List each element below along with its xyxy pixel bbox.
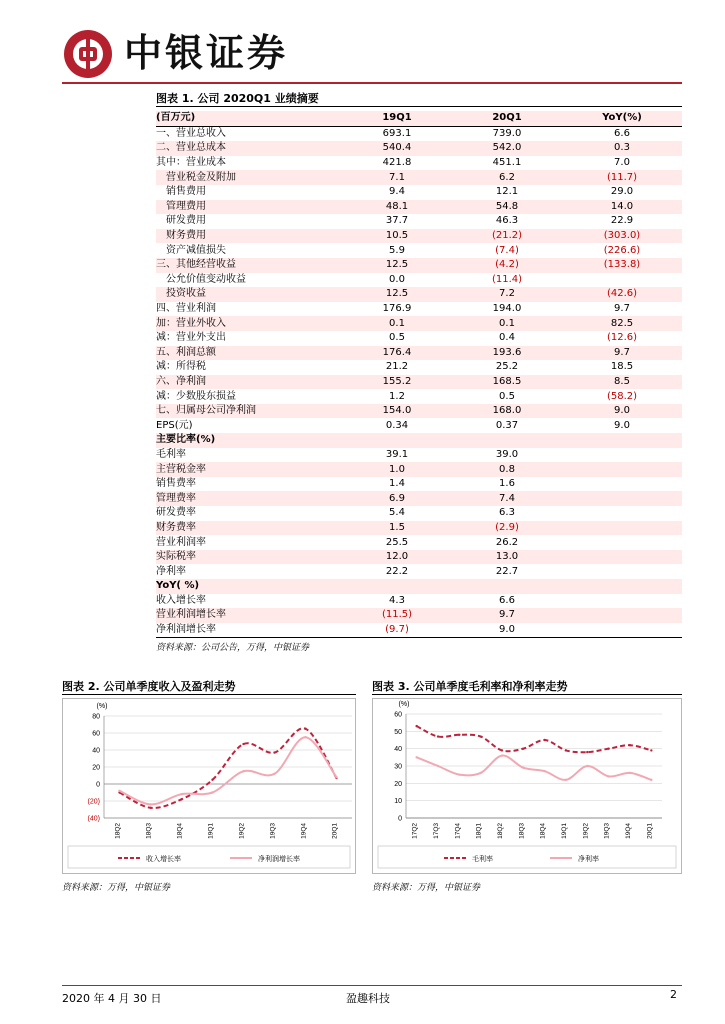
row-label: 六、净利润 xyxy=(156,375,342,390)
table-cell: 39.0 xyxy=(495,448,519,460)
x-tick-label: 19Q3 xyxy=(603,823,611,839)
table-cell: 1.2 xyxy=(389,390,405,402)
table-cell: (42.6) xyxy=(562,287,682,302)
table-cell: 7.1 xyxy=(342,170,452,185)
table-cell xyxy=(452,433,562,448)
table-row xyxy=(156,258,682,273)
row-label: 收入增长率 xyxy=(156,594,206,606)
data-point xyxy=(242,770,244,772)
table-cell: 5.4 xyxy=(389,507,405,519)
table-cell: 14.0 xyxy=(562,200,682,215)
table-row xyxy=(156,608,682,623)
table-cell xyxy=(562,491,682,506)
row-label: 公允价值变动收益 xyxy=(156,273,246,285)
table-cell: 6.3 xyxy=(499,507,515,519)
table-cell: 10.5 xyxy=(342,229,452,244)
table-row xyxy=(156,506,682,521)
table-cell: 46.3 xyxy=(495,215,519,227)
table-cell: (226.6) xyxy=(603,244,641,256)
data-point xyxy=(304,728,306,730)
row-label: EPS(元) xyxy=(156,419,193,431)
footer-company: 盈趣科技 xyxy=(346,992,390,1005)
x-tick-label: 19Q1 xyxy=(561,823,568,839)
data-point xyxy=(650,749,652,751)
table-cell: 48.1 xyxy=(342,200,452,215)
table-cell: 1.5 xyxy=(342,521,452,536)
table-cell: 0.5 xyxy=(389,332,405,344)
row-label: 减：所得税 xyxy=(156,361,206,373)
table-row xyxy=(156,346,682,361)
revenue-profit-growth-chart xyxy=(62,698,356,874)
row-label: 销售费率 xyxy=(156,478,196,490)
x-tick-label: 17Q2 xyxy=(411,823,419,839)
row-label: 减：营业外支出 xyxy=(156,332,226,344)
table-cell: 82.5 xyxy=(562,316,682,331)
data-point xyxy=(565,779,567,781)
table-cell: (11.4) xyxy=(491,273,523,285)
x-tick-label: 20Q1 xyxy=(331,823,339,839)
table-cell xyxy=(452,579,562,594)
row-label: 管理费率 xyxy=(156,491,342,506)
page-number: 2 xyxy=(670,988,677,1001)
table-cell xyxy=(562,477,682,492)
row-label: 财务费用 xyxy=(156,229,342,244)
table-cell: 9.7 xyxy=(452,608,562,623)
row-label: 投资收益 xyxy=(156,287,342,302)
data-point xyxy=(242,743,244,745)
table-cell: 9.0 xyxy=(562,404,682,419)
table-row xyxy=(156,316,682,331)
row-label: 二、营业总成本 xyxy=(156,141,342,156)
table-cell xyxy=(562,433,682,448)
data-point xyxy=(304,736,306,738)
x-tick-label: 19Q4 xyxy=(300,823,308,839)
series-line-2 xyxy=(417,756,652,780)
table-cell: 12.0 xyxy=(342,550,452,565)
table-cell xyxy=(562,550,682,565)
earnings-summary-table xyxy=(156,111,682,638)
table-cell: 0.37 xyxy=(495,419,519,431)
table-cell: 1.4 xyxy=(389,478,405,490)
chart3-title-rule xyxy=(372,694,682,695)
table-cell: 6.2 xyxy=(452,170,562,185)
table-cell xyxy=(562,506,682,521)
table-row xyxy=(156,535,682,550)
data-point xyxy=(607,775,609,777)
table-cell: 7.0 xyxy=(614,157,630,169)
chart3-title: 图表 3. 公司单季度毛利率和净利率走势 xyxy=(372,680,568,693)
data-point xyxy=(211,779,213,781)
table-header-row xyxy=(156,111,682,126)
table-cell: 22.7 xyxy=(495,565,519,577)
table-cell: 154.0 xyxy=(342,404,452,419)
data-point xyxy=(180,793,182,795)
table-cell xyxy=(562,521,682,536)
x-tick-label: 19Q4 xyxy=(625,823,632,839)
footer-rule xyxy=(62,985,682,986)
row-label: (百万元) xyxy=(156,111,342,126)
chart3-source: 资料来源：万得，中银证券 xyxy=(372,883,481,893)
y-tick-label: 20 xyxy=(92,764,100,772)
x-tick-label: 17Q4 xyxy=(454,823,462,839)
legend-box xyxy=(68,846,350,868)
x-tick-label: 19Q2 xyxy=(238,823,246,839)
table-cell: 0.5 xyxy=(499,390,515,402)
data-point xyxy=(501,749,503,751)
table-cell: 176.4 xyxy=(342,346,452,361)
table-cell: (2.9) xyxy=(452,521,562,536)
row-label: 净利润增长率 xyxy=(156,623,342,638)
table-cell: 540.4 xyxy=(342,141,452,156)
table-cell xyxy=(562,623,682,638)
data-point xyxy=(501,754,503,756)
y-tick-label: 60 xyxy=(394,711,402,719)
data-point xyxy=(437,735,439,737)
row-label: YoY( %) xyxy=(156,579,342,594)
table-row xyxy=(156,477,682,492)
table-cell: 19Q1 xyxy=(342,111,452,126)
table-cell: (7.4) xyxy=(495,244,519,256)
row-label: 销售费用 xyxy=(156,186,206,198)
table-row xyxy=(156,433,682,448)
table-cell: (21.2) xyxy=(452,229,562,244)
data-point xyxy=(479,772,481,774)
data-point xyxy=(565,749,567,751)
series-line-2 xyxy=(120,737,337,804)
y-tick-label: (20) xyxy=(87,798,100,806)
x-tick-label: 18Q2 xyxy=(497,823,504,839)
table-row xyxy=(156,448,682,463)
table-cell xyxy=(562,448,682,463)
table-cell: 0.1 xyxy=(342,316,452,331)
data-point xyxy=(415,725,417,727)
row-label: 财务费率 xyxy=(156,521,342,536)
table-row xyxy=(156,564,682,579)
table-row xyxy=(156,126,682,141)
table-cell: 7.2 xyxy=(452,287,562,302)
table-row xyxy=(156,623,682,638)
y-tick-label: 40 xyxy=(92,747,100,755)
chart-frame xyxy=(373,699,682,874)
row-label: 其中：营业成本 xyxy=(156,157,226,169)
table-cell: 25.5 xyxy=(385,536,409,548)
legend-label: 收入增长率 xyxy=(146,855,181,863)
table-cell: 0.8 xyxy=(452,462,562,477)
row-label: 研发费率 xyxy=(156,507,196,519)
table-row xyxy=(156,331,682,346)
table-row xyxy=(156,389,682,404)
y-axis-unit: (%) xyxy=(398,701,410,708)
legend-box xyxy=(378,846,676,868)
table-row xyxy=(156,273,682,288)
table-cell: 7.4 xyxy=(452,491,562,506)
table-row xyxy=(156,491,682,506)
data-point xyxy=(479,735,481,737)
row-label: 四、营业利润 xyxy=(156,303,216,315)
table-cell xyxy=(562,564,682,579)
table-row xyxy=(156,462,682,477)
data-point xyxy=(273,773,275,775)
data-point xyxy=(437,765,439,767)
table-cell: 739.0 xyxy=(492,127,522,139)
table-cell: 22.2 xyxy=(385,565,409,577)
table-cell: 1.6 xyxy=(499,478,515,490)
table-cell: 9.7 xyxy=(614,303,630,315)
table-cell: 22.9 xyxy=(610,215,634,227)
table-cell: (12.6) xyxy=(606,332,638,344)
table-cell: 0.1 xyxy=(452,316,562,331)
data-point xyxy=(629,744,631,746)
table-row xyxy=(156,418,682,433)
table-cell: 9.0 xyxy=(614,419,630,431)
table-cell: 176.9 xyxy=(382,303,412,315)
table-cell: 12.5 xyxy=(342,258,452,273)
table-row xyxy=(156,287,682,302)
table1-title: 图表 1. 公司 2020Q1 业绩摘要 xyxy=(156,92,319,105)
table-cell: 20Q1 xyxy=(452,111,562,126)
table-row xyxy=(156,214,682,229)
table-cell: 1.0 xyxy=(342,462,452,477)
table-cell: 37.7 xyxy=(385,215,409,227)
data-point xyxy=(522,747,524,749)
row-label: 毛利率 xyxy=(156,448,186,460)
table-row xyxy=(156,521,682,536)
table-cell: 155.2 xyxy=(342,375,452,390)
table1-source: 资料来源：公司公告，万得，中银证券 xyxy=(156,643,310,653)
table-cell xyxy=(562,594,682,609)
table-cell: 693.1 xyxy=(382,127,412,139)
data-point xyxy=(586,765,588,767)
data-point xyxy=(543,739,545,741)
x-tick-label: 18Q3 xyxy=(518,823,526,839)
table-cell: 542.0 xyxy=(452,141,562,156)
table-cell: 9.4 xyxy=(389,186,405,198)
y-tick-label: 30 xyxy=(394,763,402,771)
table-cell: (11.5) xyxy=(342,608,452,623)
table-cell: 6.6 xyxy=(614,127,630,139)
row-label: 加：营业外收入 xyxy=(156,316,342,331)
row-label: 实际税率 xyxy=(156,550,342,565)
table-cell: 6.9 xyxy=(342,491,452,506)
y-tick-label: 50 xyxy=(394,728,402,736)
table-cell: 8.5 xyxy=(562,375,682,390)
table-cell: 12.1 xyxy=(495,186,519,198)
data-point xyxy=(415,756,417,758)
table-row xyxy=(156,170,682,185)
table-cell xyxy=(562,579,682,594)
data-point xyxy=(458,773,460,775)
table-cell: 29.0 xyxy=(610,186,634,198)
table-cell: 13.0 xyxy=(452,550,562,565)
row-label: 五、利润总额 xyxy=(156,346,342,361)
table-cell: 12.5 xyxy=(342,287,452,302)
row-label: 营业利润率 xyxy=(156,536,206,548)
legend-label: 净利率 xyxy=(578,855,599,863)
footer-date: 2020 年 4 月 30 日 xyxy=(62,992,162,1005)
row-label: 管理费用 xyxy=(156,200,342,215)
table-cell: (303.0) xyxy=(562,229,682,244)
table-cell: (58.2) xyxy=(606,390,638,402)
table-cell: YoY(%) xyxy=(562,111,682,126)
margin-trend-chart xyxy=(372,698,682,874)
x-tick-label: 19Q3 xyxy=(269,823,277,839)
table-row xyxy=(156,185,682,200)
row-label: 主要比率(%) xyxy=(156,433,342,448)
x-tick-label: 19Q1 xyxy=(207,823,215,839)
y-tick-label: 0 xyxy=(96,781,100,789)
table-cell: 0.0 xyxy=(389,273,405,285)
series-line-1 xyxy=(120,728,337,808)
table-cell xyxy=(562,273,682,288)
x-tick-label: 18Q2 xyxy=(114,823,122,839)
table-row xyxy=(156,141,682,156)
table-row xyxy=(156,156,682,171)
data-point xyxy=(629,772,631,774)
table-cell: 39.1 xyxy=(385,448,409,460)
data-point xyxy=(607,747,609,749)
data-point xyxy=(180,798,182,800)
chart-frame xyxy=(63,699,356,874)
bank-logo-icon xyxy=(62,28,114,80)
table-cell: 168.5 xyxy=(452,375,562,390)
table-cell: 54.8 xyxy=(452,200,562,215)
table-cell: 9.7 xyxy=(562,346,682,361)
y-tick-label: 80 xyxy=(92,713,100,721)
x-tick-label: 18Q3 xyxy=(145,823,153,839)
table-cell: 6.6 xyxy=(499,594,515,606)
data-point xyxy=(149,803,151,805)
table-cell xyxy=(342,579,452,594)
y-tick-label: 20 xyxy=(394,780,402,788)
y-tick-label: (40) xyxy=(87,815,100,823)
chart2-title-rule xyxy=(62,694,356,695)
table-cell: (9.7) xyxy=(342,623,452,638)
table-cell: 0.4 xyxy=(499,332,515,344)
table-row xyxy=(156,360,682,375)
y-tick-label: 60 xyxy=(92,730,100,738)
table-cell: (133.8) xyxy=(562,258,682,273)
x-tick-label: 19Q2 xyxy=(582,823,590,839)
table-cell: (11.7) xyxy=(562,170,682,185)
table-cell: 18.5 xyxy=(610,361,634,373)
row-label: 净利率 xyxy=(156,565,186,577)
data-point xyxy=(273,751,275,753)
row-label: 主营税金率 xyxy=(156,462,342,477)
table-row xyxy=(156,302,682,317)
row-label: 减：少数股东损益 xyxy=(156,390,236,402)
brand-name: 中银证券 xyxy=(124,30,289,75)
row-label: 营业利润增长率 xyxy=(156,608,342,623)
data-point xyxy=(522,767,524,769)
table-cell: 451.1 xyxy=(492,157,522,169)
header-rule xyxy=(62,82,682,84)
row-label: 三、其他经营收益 xyxy=(156,258,342,273)
table-row xyxy=(156,404,682,419)
table-cell: 21.2 xyxy=(385,361,409,373)
row-label: 资产减值损失 xyxy=(156,244,226,256)
table-cell: (4.2) xyxy=(452,258,562,273)
data-point xyxy=(149,807,151,809)
table-cell: 25.2 xyxy=(495,361,519,373)
y-axis-unit: (%) xyxy=(96,703,108,710)
data-point xyxy=(586,751,588,753)
table-row xyxy=(156,375,682,390)
table-cell: 194.0 xyxy=(492,303,522,315)
row-label: 营业税金及附加 xyxy=(156,170,342,185)
table-cell: 0.34 xyxy=(385,419,409,431)
x-tick-label: 18Q4 xyxy=(176,823,184,839)
data-point xyxy=(458,734,460,736)
table1-title-rule xyxy=(156,106,682,107)
legend-label: 毛利率 xyxy=(472,855,493,863)
y-tick-label: 40 xyxy=(394,746,402,754)
table-cell xyxy=(562,608,682,623)
table-cell: 5.9 xyxy=(389,244,405,256)
table-cell: 9.0 xyxy=(452,623,562,638)
y-tick-label: 10 xyxy=(394,798,402,806)
table-cell xyxy=(562,462,682,477)
table-cell: 168.0 xyxy=(452,404,562,419)
table-cell xyxy=(342,433,452,448)
y-tick-label: 0 xyxy=(398,815,402,823)
data-point xyxy=(211,791,213,793)
data-point xyxy=(650,779,652,781)
table-cell: 421.8 xyxy=(382,157,412,169)
table-cell: 193.6 xyxy=(452,346,562,361)
chart2-title: 图表 2. 公司单季度收入及盈利走势 xyxy=(62,680,236,693)
table-row xyxy=(156,550,682,565)
row-label: 研发费用 xyxy=(156,215,206,227)
data-point xyxy=(335,776,337,778)
series-line-1 xyxy=(417,726,652,752)
data-point xyxy=(543,770,545,772)
table-row xyxy=(156,229,682,244)
table-cell: 0.3 xyxy=(562,141,682,156)
table-cell: 4.3 xyxy=(389,594,405,606)
table-row xyxy=(156,579,682,594)
x-tick-label: 20Q1 xyxy=(646,823,654,839)
table-cell: 26.2 xyxy=(495,536,519,548)
legend-label: 净利润增长率 xyxy=(258,855,300,863)
x-tick-label: 18Q1 xyxy=(475,823,483,839)
table-row xyxy=(156,243,682,258)
x-tick-label: 17Q3 xyxy=(433,823,440,839)
table-row xyxy=(156,594,682,609)
x-tick-label: 18Q4 xyxy=(539,823,547,839)
table-cell xyxy=(562,535,682,550)
chart2-source: 资料来源：万得，中银证券 xyxy=(62,883,171,893)
data-point xyxy=(118,790,120,792)
table-row xyxy=(156,200,682,215)
row-label: 七、归属母公司净利润 xyxy=(156,404,342,419)
row-label: 一、营业总收入 xyxy=(156,127,226,139)
